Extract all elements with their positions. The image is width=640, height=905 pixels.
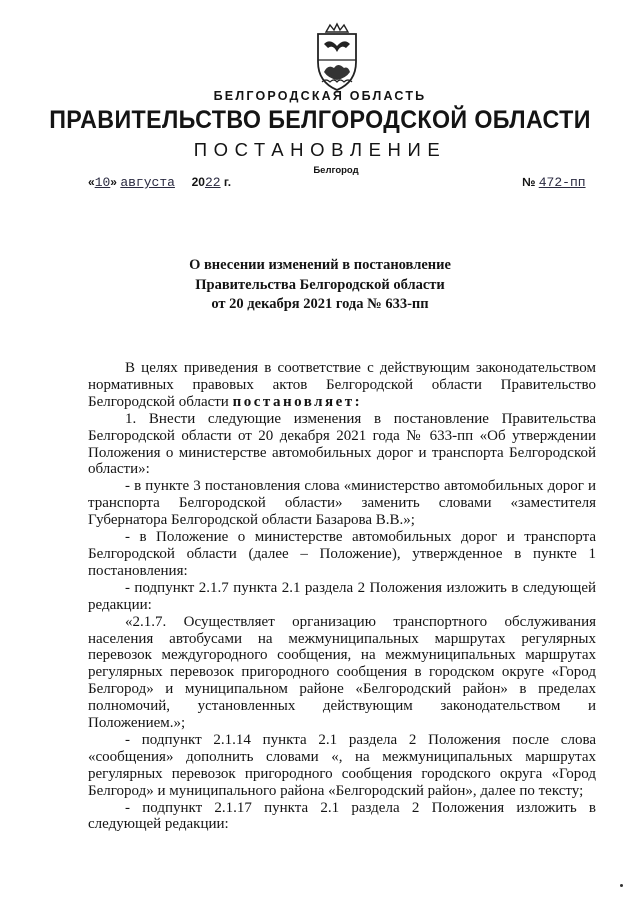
paragraph-subitem-2-1-7: - подпункт 2.1.7 пункта 2.1 раздела 2 Положения изложить в следующей редакции: [88,579,596,613]
document-date [88,175,231,190]
paragraph-subitem-2-1-14: - подпункт 2.1.14 пункта 2.1 раздела 2 Положения после слова «сообщения» дополнить словами «, на межмуниципальных маршрутах регулярных перевозок пригородного сообщения городского округа «Город Белгород» и муниципального района «Белгородский район», далее по тексту; [88,731,596,799]
scan-speck [620,884,623,887]
resolves-word: постановляет: [232,393,363,410]
date-day: 10 [94,175,111,190]
date-month: августа [120,175,175,190]
government-title: ПРАВИТЕЛЬСТВО БЕЛГОРОДСКОЙ ОБЛАСТИ [49,106,591,134]
date-year-prefix: 20 [191,175,205,189]
document-body [88,360,596,833]
date-open-quote: « [88,175,95,189]
document-number [522,175,586,190]
title-line-1: О внесении изменений в постановление [189,257,451,273]
number-value: 472-пп [538,175,586,190]
paragraph-item-1: 1. Внести следующие изменения в постановление Правительства Белгородской области от 20 декабря 2021 года № 633-пп «Об утверждении Положения о министерстве автомобильных дорог и транспорта Белгородской области»: [88,410,596,478]
paragraph-amend-regulation: - в Положение о министерстве автомобильных дорог и транспорта Белгородской области (далее – Положение), утвержденное в пункте 1 постановления: [88,529,596,579]
date-year-end: г. [223,175,232,189]
paragraph-quote-2-1-7: «2.1.7. Осуществляет организацию транспортного обслуживания населения автобусами на межмуниципальных маршрутах регулярных перевозок междугородного сообщения, на межмуниципальных маршрутах регулярных перевозок пригородного сообщения в городском округе «Город Белгород» и муниципальном районе «Белгородский район» в пределах полномочий, установленных действующим законодательством и Положением.»; [88,613,596,732]
number-prefix: № [522,175,536,189]
preamble-text: В целях приведения в соответствие с действующим законодательством нормативных правовых актов Белгородской области Правительство Белгородской области [88,360,596,410]
title-line-2: Правительства Белгородской области [195,276,445,293]
paragraph-subitem-2-1-17: - подпункт 2.1.17 пункта 2.1 раздела 2 Положения изложить в следующей редакции: [88,799,596,833]
date-year-suffix: 22 [204,175,221,190]
region-name: БЕЛГОРОДСКАЯ ОБЛАСТЬ [213,89,427,103]
date-close-quote: » [110,175,117,189]
title-line-3: от 20 декабря 2021 года № 633-пп [211,296,429,312]
document-title [0,256,640,315]
paragraph-preamble [88,360,596,411]
document-type: ПОСТАНОВЛЕНИЕ [193,139,447,160]
city-name: Белгород [313,165,359,176]
paragraph-amend-item-3: - в пункте 3 постановления слова «министерство автомобильных дорог и транспорта Белгородской области» заменить словами «заместителя Губернатора Белгородской области Базарова В.В.»; [88,478,596,529]
coat-of-arms-emblem [306,22,368,94]
